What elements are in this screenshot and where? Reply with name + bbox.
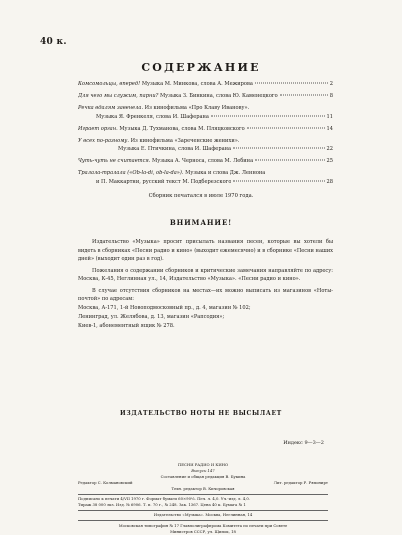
toc-page-number: 2 <box>329 81 333 87</box>
toc-song-title: Тралала-тралала («Ob-la-di, ob-la-da»). <box>78 170 184 177</box>
toc-credits: Из кинофильма «Про Клаву Иванову». <box>143 104 250 111</box>
imprint-compiled-by: Составление и общая редакция В. Букина <box>160 474 246 479</box>
toc-credits: Из кинофильма «Зареченские женихи». <box>129 137 240 144</box>
toc-credits: Музыка Е. Птичкина, слова И. Шаферана <box>118 146 232 153</box>
toc-leader-dots <box>255 83 328 84</box>
toc-credits: Музыка Д. Тухманова, слова М. Пляцковского <box>117 125 245 132</box>
toc-leader-dots <box>211 115 325 116</box>
notice-paragraph: Пожелания о содержании сборников и критические замечания направляйте по адресу: Москва, К-45, Неглинная ул., 14, Издательство «Музыка». «Песни радио и кино». <box>78 267 333 283</box>
imprint-series: ПЕСНИ РАДИО И КИНО <box>177 462 229 467</box>
toc-entry <box>78 137 333 146</box>
toc-page-number: 8 <box>329 92 333 99</box>
no-mail-order-note: ИЗДАТЕЛЬСТВО НОТЫ НЕ ВЫСЫЛАЕТ <box>120 410 282 417</box>
toc-credits: Музыка и слова Дж. Леннона <box>183 170 266 177</box>
notice-paragraph: Издательство «Музыка» просит присылать названия песен, которые вы хотели бы видеть в сборниках «Песни радио и кино» (выходит ежемесячно) и в сборнике «Песни наших дней» (выходит один раз в год). <box>78 239 333 263</box>
table-of-contents <box>78 80 333 187</box>
toc-entry <box>78 104 333 113</box>
toc-leader-dots <box>233 148 324 149</box>
address-line: Ленинград, ул. Желябова, д. 13, магазин «Рапсодия»; <box>78 313 225 320</box>
toc-song-title: Играет орган. <box>78 125 118 132</box>
toc-song-title: Комсомольцы, вперед! <box>78 81 141 87</box>
imprint-issue: Выпуск 147 <box>191 468 215 473</box>
contents-heading: СОДЕРЖАНИЕ <box>141 61 261 74</box>
toc-entry <box>78 125 333 134</box>
toc-leader-dots <box>255 160 324 161</box>
imprint-printer: Московская типография № 17 Главполиграфпрома Комитета по печати при Совете <box>118 522 288 528</box>
imprint-tech-editor: Техн. редактор В. Кичоровская <box>171 486 235 491</box>
toc-entry <box>78 169 333 178</box>
toc-entry <box>78 157 333 166</box>
imprint-print-details: Тираж 38 000 экз. Изд. № 6906. Т. п. 70 г., № 248. Зак. 1367. Цена 40 к. Бумага № 1 <box>78 502 246 508</box>
toc-song-title: Чуть-чуть не считается. <box>78 158 151 165</box>
publisher-notice <box>78 238 333 330</box>
toc-credits: Музыка З. Бинкина, слова Ю. Каменецкого <box>158 92 278 99</box>
address-line: Москва, А-171, 1-й Новоподмосковный пр., д. 4, магазин № 102; <box>78 305 251 312</box>
toc-page-number: 14 <box>326 125 333 132</box>
toc-page-number: 25 <box>326 158 333 165</box>
toc-entry-continuation <box>78 145 333 154</box>
imprint-printer: Министров СССР, ул. Щипок, 18 <box>170 528 236 534</box>
address-line: Киев-1, абонементный ящик № 278. <box>78 322 175 329</box>
toc-entry-continuation <box>78 113 333 122</box>
printing-date-note: Сборник печатался в июле 1970 года. <box>148 193 254 199</box>
index-code: Индекс 9—3—2 <box>283 440 324 446</box>
imprint-divider <box>78 510 328 511</box>
toc-credits: Музыка М. Минкова, слова А. Межирова <box>140 81 253 87</box>
attention-heading: ВНИМАНИЕ! <box>169 218 233 227</box>
toc-song-title: Для чего мы служим, парни? <box>78 92 159 99</box>
imprint-lit-editor: Лит. редактор Р. Ряпонирт <box>273 480 328 485</box>
toc-leader-dots <box>233 181 324 182</box>
imprint-print-details: Подписано к печати 4/VII 1970 г. Формат бумаги 60×90⅛. Печ. л. 4,0. Уч.-изд. л. 4,0. <box>78 496 251 502</box>
imprint-editor: Редактор С. Колмановский <box>78 480 133 485</box>
toc-song-title: Речка вдалям завенела. <box>78 104 144 111</box>
toc-page-number: 11 <box>326 113 333 120</box>
imprint-publisher: Издательство «Музыка». Москва, Неглинная, 14 <box>153 512 253 518</box>
imprint-block <box>78 462 328 535</box>
toc-page-number: 28 <box>326 179 333 186</box>
toc-credits: и П. Маккартни, русский текст М. Подберезского <box>96 179 232 186</box>
toc-entry-continuation <box>78 178 333 187</box>
price-label: 40 к. <box>40 37 67 47</box>
toc-entry <box>78 92 333 101</box>
toc-entry <box>78 80 333 89</box>
toc-credits: Музыка Я. Френкеля, слова И. Шаферана <box>96 113 209 120</box>
toc-song-title: У всех по-разному. <box>78 137 129 144</box>
imprint-divider <box>78 520 328 521</box>
toc-page-number: 22 <box>326 146 333 153</box>
toc-credits: Музыка А. Черноса, слова М. Лебина <box>150 158 254 165</box>
toc-leader-dots <box>247 127 325 128</box>
notice-paragraph: В случае отсутствия сборников на местах—их можно выписать из магазинов «Ноты-почтой» по адресам: <box>78 287 333 303</box>
toc-leader-dots <box>280 94 328 95</box>
imprint-divider <box>78 494 328 495</box>
